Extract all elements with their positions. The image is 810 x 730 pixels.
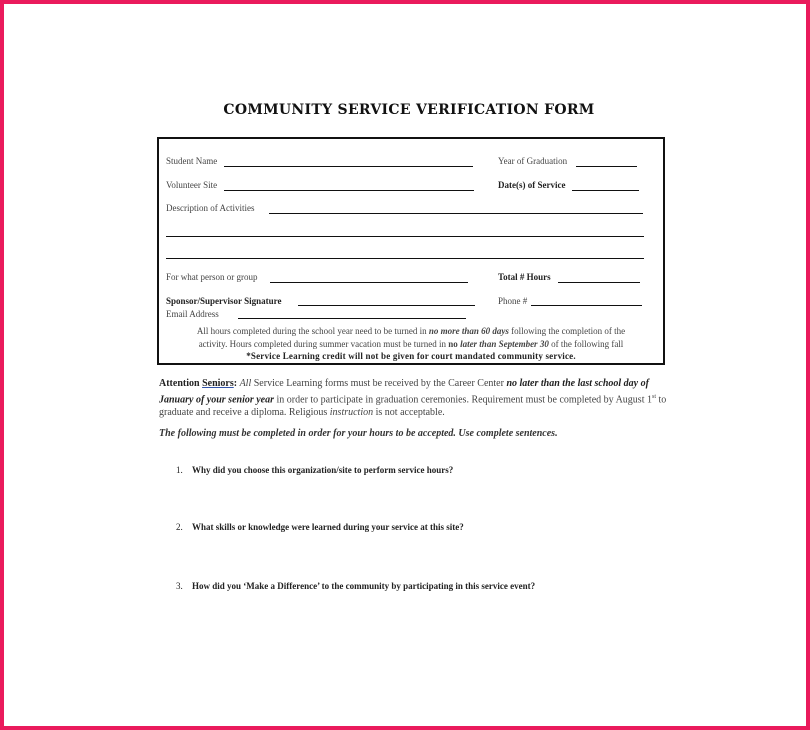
volunteer-site-label: Volunteer Site [166,180,218,190]
note-line-3: *Service Learning credit will not be given for court mandated community service. [246,351,576,361]
email-label: Email Address [166,309,219,319]
attention-paragraph: Attention Seniors: All Service Learning forms must be received by the Career Center no later than the last school day of January of your senior year in order to participate in graduation ceremonies. Requirement must be completed by August 1st to graduate and receive a diploma. Religious instruction is not acceptable. [159,378,667,419]
year-of-graduation-label: Year of Graduation [498,156,568,166]
year-of-graduation-field[interactable] [576,166,637,167]
verification-box [157,137,665,365]
person-group-field[interactable] [270,282,468,283]
total-hours-label: Total # Hours [498,272,551,282]
volunteer-site-field[interactable] [224,190,474,191]
note-line-2: activity. Hours completed during summer vacation must be turned in no later than September 30 of the following fall [198,338,624,349]
description-field-line-1[interactable] [269,213,643,214]
submission-note [159,325,663,363]
form-title: COMMUNITY SERVICE VERIFICATION FORM [223,102,595,118]
note-line-1: All hours completed during the school year need to be turned in no more than 60 days following the completion of the [196,326,626,336]
question-1: 1. Why did you choose this organization/site to perform service hours? [176,465,454,475]
signature-field[interactable] [298,305,475,306]
seniors-link: Seniors [202,378,234,389]
student-name-label: Student Name [166,156,218,166]
student-name-field[interactable] [224,166,473,167]
question-2: 2. What skills or knowledge were learned during your service at this site? [176,522,464,532]
dates-of-service-label: Date(s) of Service [498,180,566,190]
instructions: The following must be completed in order for your hours to be accepted. Use complete sentences. [159,428,558,439]
description-field-line-3[interactable] [166,258,644,259]
person-group-label: For what person or group [166,272,258,282]
email-field[interactable] [238,318,466,319]
total-hours-field[interactable] [558,282,640,283]
description-label: Description of Activities [166,203,255,213]
description-field-line-2[interactable] [166,236,644,237]
dates-of-service-field[interactable] [572,190,639,191]
phone-field[interactable] [531,305,642,306]
question-3: 3. How did you ‘Make a Difference’ to the community by participating in this service event? [176,581,536,591]
phone-label: Phone # [498,296,528,306]
signature-label: Sponsor/Supervisor Signature [166,296,282,306]
